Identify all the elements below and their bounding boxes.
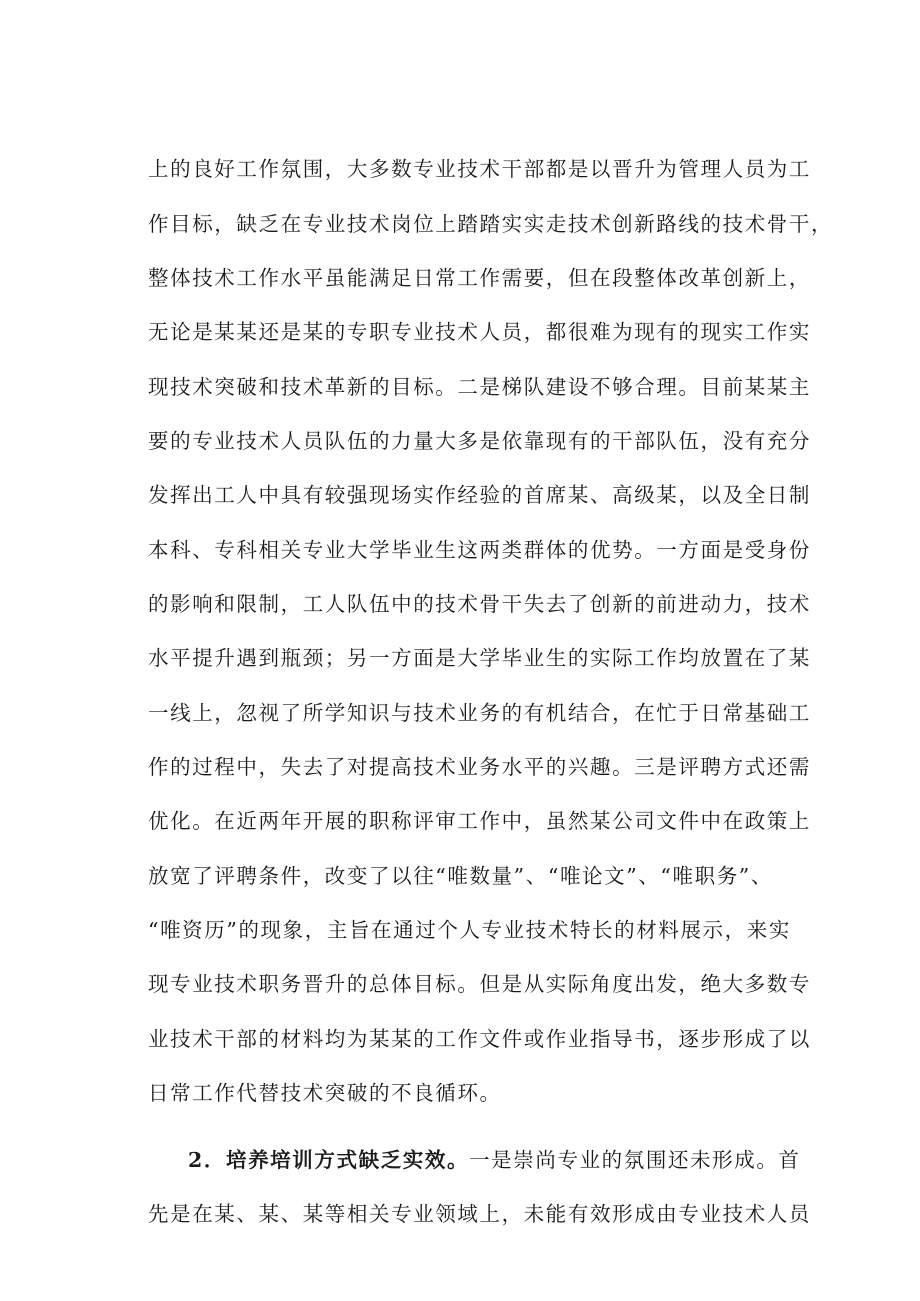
section-heading: 2．培养培训方式缺乏实效。 <box>188 1148 470 1172</box>
paragraph-line: 日常工作代替技术突破的不良循环。 <box>148 1081 502 1105</box>
paragraph-line: 作目标，缺乏在专业技术岗位上踏踏实实走技术创新路线的技术骨干， <box>148 212 834 236</box>
paragraph-line: 要的专业技术人员队伍的力量大多是依靠现有的干部队伍，没有充分 <box>148 429 811 453</box>
paragraph-line: 的影响和限制，工人队伍中的技术骨干失去了创新的前进动力，技术 <box>148 592 811 616</box>
paragraph-line: 无论是某某还是某的专职专业技术人员，都很难为现有的现实工作实 <box>148 320 811 344</box>
paragraph-line: 优化。在近两年开展的职称评审工作中，虽然某公司文件中在政策上 <box>148 809 811 833</box>
paragraph-line: 现技术突破和技术革新的目标。二是梯队建设不够合理。目前某某主 <box>148 375 811 399</box>
paragraph-line: 先是在某、某、某等相关专业领域上，未能有效形成由专业技术人员 <box>148 1202 811 1226</box>
paragraph-line: 水平提升遇到瓶颈；另一方面是大学毕业生的实际工作均放置在了某 <box>148 646 811 670</box>
paragraph-text: 一是崇尚专业的氛围还未形成。首 <box>469 1148 801 1172</box>
paragraph-line: 放宽了评聘条件，改变了以往“唯数量”、“唯论文”、“唯职务”、 <box>148 864 773 888</box>
paragraph-line: 作的过程中，失去了对提高技术业务水平的兴趣。三是评聘方式还需 <box>148 755 811 779</box>
paragraph-line: “唯资历”的现象，主旨在通过个人专业技术特长的材料展示，来实 <box>148 918 791 942</box>
paragraph-line: 本科、专科相关专业大学毕业生这两类群体的优势。一方面是受身份 <box>148 538 811 562</box>
paragraph-line: 现专业技术职务晋升的总体目标。但是从实际角度出发，绝大多数专 <box>148 972 811 996</box>
paragraph-line: 业技术干部的材料均为某某的工作文件或作业指导书，逐步形成了以 <box>148 1027 811 1051</box>
paragraph-line: 一线上，忽视了所学知识与技术业务的有机结合，在忙于日常基础工 <box>148 701 811 725</box>
paragraph-line: 整体技术工作水平虽能满足日常工作需要，但在段整体改革创新上， <box>148 266 811 290</box>
section-heading-line <box>188 1146 801 1174</box>
paragraph-line: 上的良好工作氛围，大多数专业技术干部都是以晋升为管理人员为工 <box>148 157 811 181</box>
paragraph-line: 发挥出工人中具有较强现场实作经验的首席某、高级某，以及全日制 <box>148 483 811 507</box>
